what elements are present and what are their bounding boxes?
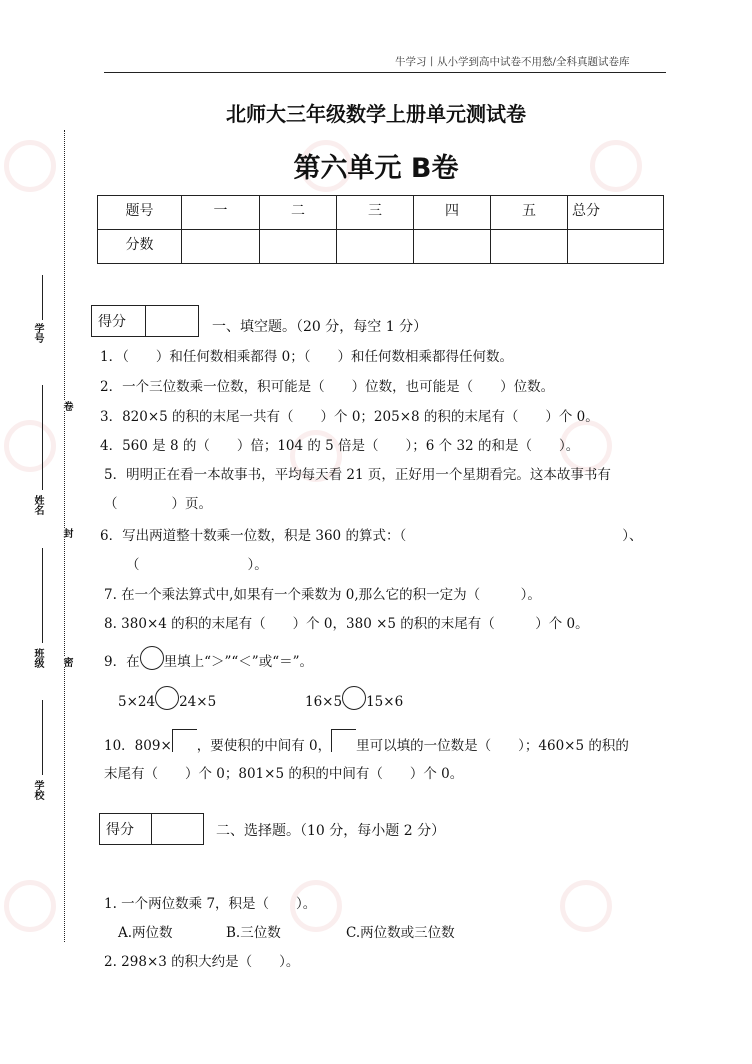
sidebar-label-class: 班级 [32,648,43,668]
question-2: 2．一个三位数乘一位数，积可能是（ ）位数，也可能是（ ）位数。 [100,379,555,395]
sidebar-field-line [42,548,43,643]
question-6: 6．写出两道整十数乘一位数，积是 360 的算式：（ ）、 [100,528,643,544]
question-5-cont: （ ）页。 [104,496,212,512]
question-1: 1．（ ）和任何数相乘都得 0；（ ）和任何数相乘都得任何数。 [100,349,513,365]
question-9 [104,646,313,670]
header-note: 牛学习丨从小学到高中试卷不用愁/全科真题试卷库 [395,56,630,68]
question-10-cont: 末尾有（ ）个 0；801×5 的积的中间有（ ）个 0。 [104,766,464,782]
digit-box[interactable] [172,729,197,752]
score-header-cell: 一 [182,196,260,230]
sidebar-label-student-id: 学号 [32,323,43,343]
question-10-part-b: ，要使积的中间有 0， [196,738,332,754]
score-table-header-row [98,196,664,230]
sidebar-field-line [42,700,43,775]
choice-option-c: C.两位数或三位数 [346,925,455,941]
sidebar-label-name: 姓名 [32,495,43,515]
score-box-label: 得分 [92,306,146,336]
score-cell[interactable] [182,230,260,264]
question-3: 3．820×5 的积的末尾一共有（ ）个 0；205×8 的积的末尾有（ ）个 0。 [100,409,599,425]
question-7: 7. 在一个乘法算式中,如果有一个乘数为 0,那么它的积一定为（ ）。 [104,587,541,603]
seal-char: 卷 [61,401,72,411]
watermark-logo [4,420,56,472]
score-box-field[interactable] [146,306,198,336]
choice-question-1: 1. 一个两位数乘 7，积是（ ）。 [104,896,317,912]
score-header-cell: 五 [491,196,568,230]
score-cell[interactable] [568,230,664,264]
score-table-value-row [98,230,664,264]
score-table [97,195,664,264]
section1-score-box [91,305,199,337]
exam-title: 北师大三年级数学上册单元测试卷 [226,102,526,126]
compare-a-left: 5×24 [118,694,156,710]
score-box-label: 得分 [100,814,152,844]
score-row-label: 分数 [98,230,182,264]
score-header-cell: 题号 [98,196,182,230]
compare-item-b [305,686,403,710]
question-9-suffix: 里填上“＞”“＜”或“＝”。 [163,654,314,670]
question-10-part-c: 里可以填的一位数是（ ）；460×5 的积的 [356,738,629,754]
watermark-logo [4,880,56,932]
compare-a-right: 24×5 [179,694,217,710]
compare-b-left: 16×5 [305,694,343,710]
exam-subtitle: 第六单元 B卷 [293,153,459,184]
compare-circle [140,646,164,670]
sidebar-label-school: 学校 [32,780,43,800]
choice-question-2: 2. 298×3 的积大约是（ ）。 [104,954,300,970]
section2-title: 二、选择题。（10 分，每小题 2 分） [216,823,446,839]
question-6-cont: （ ）。 [126,557,268,573]
section2-score-box [99,813,204,845]
score-header-cell: 二 [260,196,337,230]
score-header-cell: 三 [337,196,414,230]
question-5: 5．明明正在看一本故事书，平均每天看 21 页，正好用一个星期看完。这本故事书有 [104,467,611,483]
compare-circle-b[interactable] [342,686,366,710]
choice-option-a: A.两位数 [118,925,173,941]
compare-item-a [118,686,216,710]
question-10-part-a: 10．809× [104,738,172,754]
question-4: 4．560 是 8 的（ ）倍；104 的 5 倍是（ ）；6 个 32 的和是（ ）。 [100,438,580,454]
sidebar-field-line [42,385,43,490]
section1-title: 一、填空题。（20 分，每空 1 分） [212,319,428,335]
score-cell[interactable] [337,230,414,264]
watermark-logo [560,880,612,932]
sidebar-field-line [42,275,43,320]
header-rule [104,72,666,73]
compare-b-right: 15×6 [366,694,404,710]
seal-char: 封 [61,528,72,538]
compare-circle-a[interactable] [155,686,179,710]
score-cell[interactable] [491,230,568,264]
digit-box[interactable] [331,729,356,752]
question-10 [104,729,629,754]
score-header-cell: 总分 [568,196,664,230]
seal-char: 密 [61,657,72,667]
question-8: 8. 380×4 的积的末尾有（ ）个 0，380 ×5 的积的末尾有（ ）个 0。 [104,616,589,632]
score-box-field[interactable] [152,814,203,844]
choice-option-b: B.三位数 [226,925,281,941]
score-cell[interactable] [414,230,491,264]
score-header-cell: 四 [414,196,491,230]
score-cell[interactable] [260,230,337,264]
question-9-prefix: 9．在 [104,654,140,670]
